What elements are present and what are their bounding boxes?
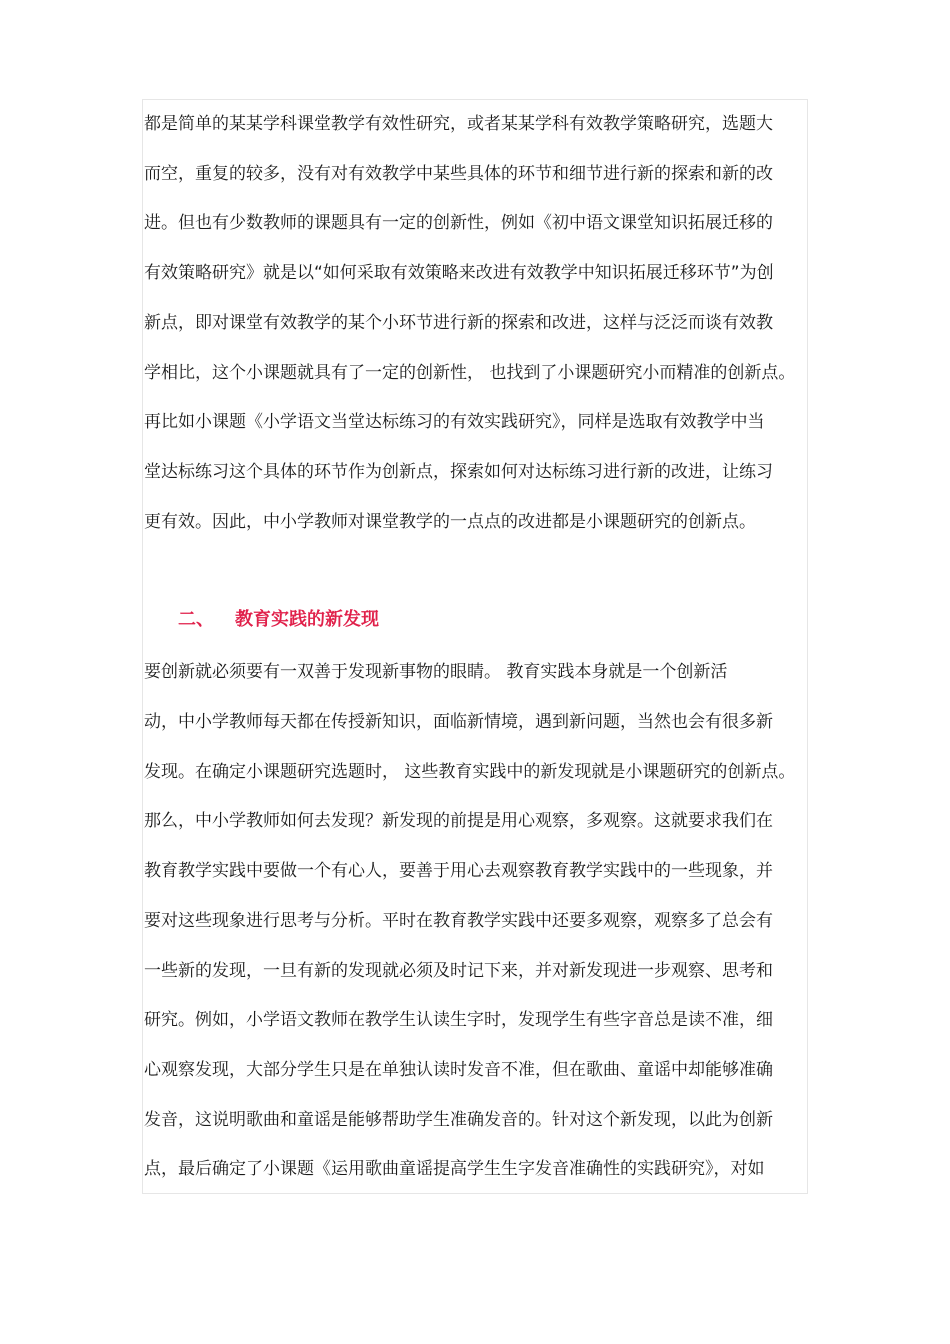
paragraph-line: 心观察发现，大部分学生只是在单独认读时发音不准，但在歌曲、童谣中却能够准确: [144, 1060, 773, 1080]
paragraph-line: 都是简单的某某学科课堂教学有效性研究，或者某某学科有效教学策略研究，选题大: [144, 114, 773, 134]
paragraph-line: 堂达标练习这个具体的环节作为创新点，探索如何对达标练习进行新的改进，让练习: [144, 462, 773, 482]
paragraph-line: 发现。在确定小课题研究选题时， 这些教育实践中的新发现就是小课题研究的创新点。: [144, 762, 796, 782]
paragraph-line: 教育教学实践中要做一个有心人，要善于用心去观察教育教学实践中的一些现象，并: [144, 861, 773, 881]
paragraph-line: 要创新就必须要有一双善于发现新事物的眼睛。 教育实践本身就是一个创新活: [144, 662, 728, 682]
paragraph-line: 一些新的发现，一旦有新的发现就必须及时记下来，并对新发现进一步观察、思考和: [144, 961, 773, 981]
paragraph-line: 有效策略研究》就是以“如何采取有效策略来改进有效教学中知识拓展迁移环节”为创: [144, 263, 774, 283]
paragraph-line: 发音，这说明歌曲和童谣是能够帮助学生准确发音的。针对这个新发现，以此为创新: [144, 1110, 773, 1130]
section-title: 教育实践的新发现: [235, 609, 379, 630]
paragraph-line: 再比如小课题《小学语文当堂达标练习的有效实践研究》，同样是选取有效教学中当: [144, 412, 765, 432]
paragraph-line: 动，中小学教师每天都在传授新知识，面临新情境，遇到新问题，当然也会有很多新: [144, 712, 773, 732]
paragraph-line: 新点，即对课堂有效教学的某个小环节进行新的探索和改进，这样与泛泛而谈有效教: [144, 313, 773, 333]
paragraph-line: 点，最后确定了小课题《运用歌曲童谣提高学生生字发音准确性的实践研究》，对如: [144, 1159, 765, 1179]
section-number: 二、: [178, 609, 214, 630]
paragraph-line: 更有效。因此，中小学教师对课堂教学的一点点的改进都是小课题研究的创新点。: [144, 512, 756, 532]
paragraph-line: 那么，中小学教师如何去发现？新发现的前提是用心观察，多观察。这就要求我们在: [144, 811, 773, 831]
section-heading: [178, 608, 379, 632]
paragraph-line: 而空，重复的较多，没有对有效教学中某些具体的环节和细节进行新的探索和新的改: [144, 164, 773, 184]
paragraph-line: 学相比，这个小课题就具有了一定的创新性， 也找到了小课题研究小而精准的创新点。: [144, 363, 796, 383]
paragraph-line: 要对这些现象进行思考与分析。平时在教育教学实践中还要多观察，观察多了总会有: [144, 911, 773, 931]
paragraph-line: 进。但也有少数教师的课题具有一定的创新性，例如《初中语文课堂知识拓展迁移的: [144, 213, 773, 233]
paragraph-line: 研究。例如，小学语文教师在教学生认读生字时，发现学生有些字音总是读不准，细: [144, 1010, 773, 1030]
